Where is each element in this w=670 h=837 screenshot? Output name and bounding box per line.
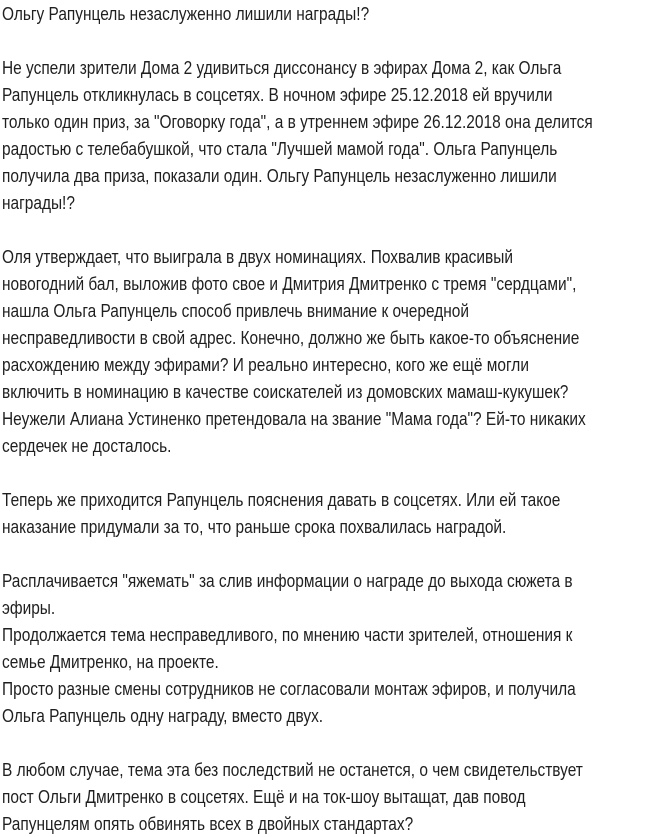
text-line: Расплачивается "яжемать" за слив информации о награде до выхода сюжета в: [2, 570, 573, 591]
text-line: Оля утверждает, что выиграла в двух номинациях. Похвалив красивый: [2, 246, 513, 267]
text-line: награды!?: [2, 192, 75, 213]
text-line: пост Ольги Дмитренко в соцсетях. Ещё и на ток-шоу вытащат, дав повод: [2, 786, 526, 807]
text-line: Продолжается тема несправедливого, по мнению части зрителей, отношения к: [2, 624, 573, 645]
text-line: только один приз, за "Оговорку года", а в утреннем эфире 26.12.2018 она делится: [2, 111, 593, 132]
text-line: радостью с телебабушкой, что стала "Лучшей мамой года". Ольга Рапунцель: [2, 138, 558, 159]
paragraph-gap: [2, 216, 653, 243]
title-line: Ольгу Рапунцель незаслуженно лишили награды!?: [2, 3, 370, 24]
text-line: Неужели Алиана Устиненко претендовала на звание "Мама года"? Ей-то никаких: [2, 408, 586, 429]
paragraph-consequences: [2, 567, 653, 729]
text-line: включить в номинацию в качестве соискателей из домовских мамаш-кукушек?: [2, 381, 569, 402]
text-line: расхождению между эфирами? И реально интересно, кого же ещё могли: [2, 354, 529, 375]
paragraph-nominations: [2, 243, 653, 459]
text-line: нашла Ольга Рапунцель способ привлечь внимание к очередной: [2, 300, 469, 321]
text-line: Рапунцель откликнулась в соцсетях. В ночном эфире 25.12.2018 ей вручили: [2, 84, 553, 105]
paragraph-intro: [2, 54, 653, 216]
text-line: Ольга Рапунцель одну награду, вместо двух.: [2, 705, 324, 726]
text-line: получила два приза, показали один. Ольгу Рапунцель незаслуженно лишили: [2, 165, 557, 186]
text-line: новогодний бал, выложив фото свое и Дмитрия Дмитренко с тремя "сердцами",: [2, 273, 577, 294]
text-line: семье Дмитренко, на проекте.: [2, 651, 219, 672]
paragraph-gap: [2, 459, 653, 486]
text-line: сердечек не досталось.: [2, 435, 172, 456]
paragraph-gap: [2, 540, 653, 567]
paragraph-explanations: [2, 486, 653, 540]
paragraph-gap: [2, 729, 653, 756]
text-line: Не успели зрители Дома 2 удивиться диссонансу в эфирах Дома 2, как Ольга: [2, 57, 562, 78]
paragraph-gap: [2, 27, 653, 54]
text-line: Просто разные смены сотрудников не согласовали монтаж эфиров, и получила: [2, 678, 576, 699]
article-body: [2, 0, 653, 837]
text-line: несправедливости в свой адрес. Конечно, должно же быть какое-то объяснение: [2, 327, 580, 348]
text-line: эфиры.: [2, 597, 56, 618]
text-line: Рапунцелям опять обвинять всех в двойных стандартах?: [2, 813, 414, 834]
text-line: наказание придумали за то, что раньше срока похвалилась наградой.: [2, 516, 507, 537]
text-line: В любом случае, тема эта без последствий не останется, о чем свидетельствует: [2, 759, 583, 780]
paragraph-conclusion: [2, 756, 653, 837]
article-title: [2, 0, 653, 27]
text-line: Теперь же приходится Рапунцель пояснения давать в соцсетях. Или ей такое: [2, 489, 561, 510]
